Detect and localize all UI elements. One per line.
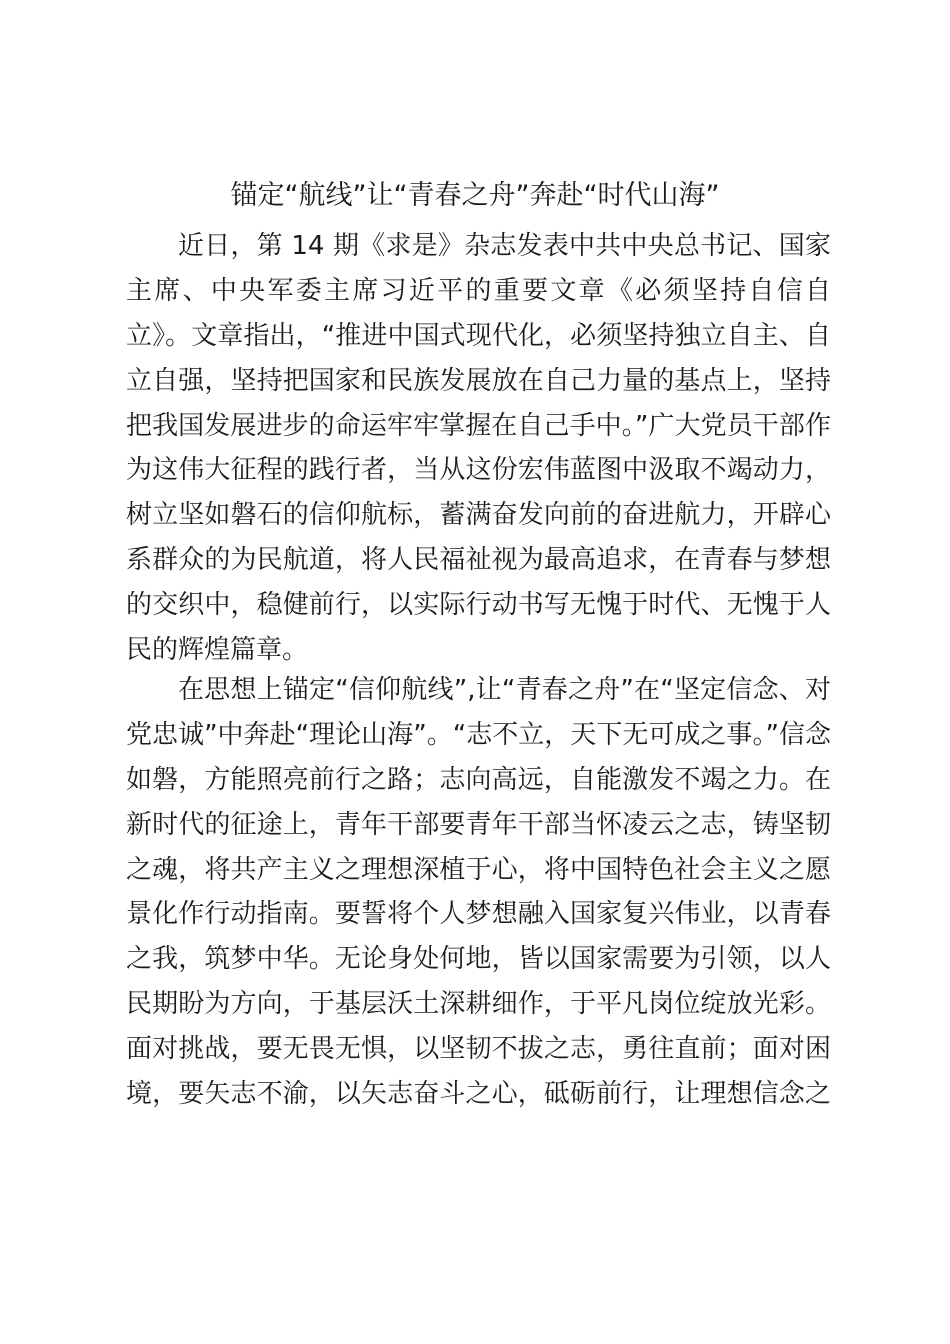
paragraph-1 — [126, 224, 831, 673]
text-line: 如磐，方能照亮前行之路；志向高远，自能激发不竭之力。在 — [126, 764, 831, 795]
text-line: 之魂，将共产主义之理想深植于心，将中国特色社会主义之愿 — [126, 854, 831, 885]
text-line: 为这伟大征程的践行者，当从这份宏伟蓝图中汲取不竭动力， — [126, 455, 831, 486]
text-line: 民期盼为方向，于基层沃土深耕细作，于平凡岗位绽放光彩。 — [126, 989, 831, 1020]
text-line: 在思想上锚定“信仰航线”,让“青春之舟”在“坚定信念、对 — [178, 675, 831, 705]
text-line: 面对挑战，要无畏无惧，以坚韧不拔之志，勇往直前；面对困 — [126, 1034, 831, 1065]
text-line: 新时代的征途上，青年干部要青年干部当怀凌云之志，铸坚韧 — [126, 809, 831, 840]
text-line: 近日，第 14 期《求是》杂志发表中共中央总书记、国家 — [178, 231, 831, 261]
text-line: 立》。文章指出，“推进中国式现代化，必须坚持独立自主、自 — [126, 320, 831, 351]
text-line: 立自强，坚持把国家和民族发展放在自己力量的基点上，坚持 — [126, 365, 831, 396]
text-line: 的交织中，稳健前行，以实际行动书写无愧于时代、无愧于人 — [126, 590, 831, 621]
text-line: 把我国发展进步的命运牢牢掌握在自己手中。”广大党员干部作 — [126, 410, 831, 441]
text-line: 之我，筑梦中华。无论身处何地，皆以国家需要为引领，以人 — [126, 944, 831, 975]
document-title: 锚定“航线”让“青春之舟”奔赴“时代山海” — [230, 180, 720, 211]
text-line: 党忠诚”中奔赴“理论山海”。“志不立，天下无可成之事。”信念 — [126, 719, 831, 750]
paragraph-2 — [126, 668, 831, 1117]
text-line: 树立坚如磐石的信仰航标，蓄满奋发向前的奋进航力，开辟心 — [126, 500, 831, 531]
text-line: 民的辉煌篇章。 — [126, 635, 309, 666]
text-line: 系群众的为民航道，将人民福祉视为最高追求，在青春与梦想 — [126, 545, 831, 576]
text-line: 景化作行动指南。要誓将个人梦想融入国家复兴伟业，以青春 — [126, 899, 831, 930]
text-line: 境，要矢志不渝，以矢志奋斗之心，砥砺前行，让理想信念之 — [126, 1079, 831, 1110]
text-line: 主席、中央军委主席习近平的重要文章《必须坚持自信自 — [126, 275, 831, 306]
